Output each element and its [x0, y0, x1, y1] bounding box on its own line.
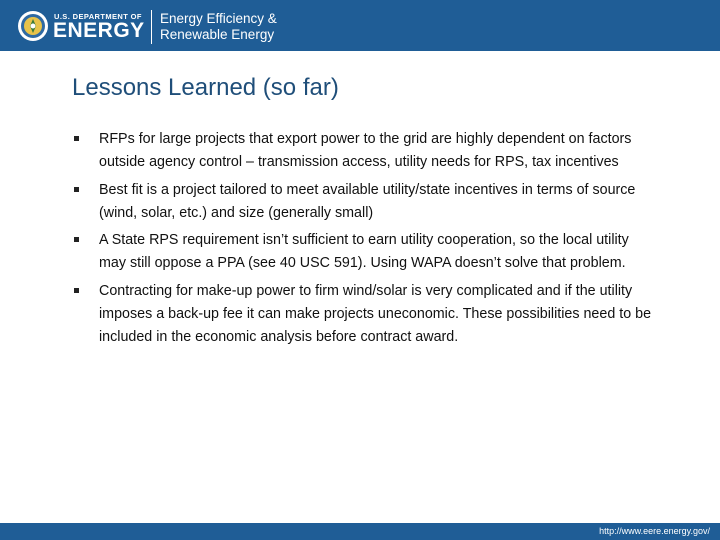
bullet-text: Best fit is a project tailored to meet available utility/state incentives in terms of source (wind, solar, etc.) and size (generally small) [99, 181, 636, 221]
bullet-text: A State RPS requirement isn’t sufficient to earn utility cooperation, so the local utility may still oppose a PPA (see 40 USC 591). Using WAPA doesn’t solve that problem. [99, 232, 629, 272]
logo-divider [151, 10, 152, 44]
bullet-text: Contracting for make-up power to firm wind/solar is very complicated and if the utility imposes a back-up fee it can make projects uneconomic. These possibilities need to be included in the economic analysis before contract award. [99, 282, 652, 346]
footer-bar [0, 523, 720, 540]
square-bullet-icon [74, 288, 79, 293]
square-bullet-icon [74, 237, 79, 242]
doe-seal-icon [17, 10, 49, 42]
office-name-line2: Renewable Energy [160, 27, 275, 42]
bullet-item [72, 179, 652, 226]
logo-department-text: U.S. DEPARTMENT OF [54, 12, 142, 21]
bullet-list [72, 128, 652, 354]
footer-url-link[interactable]: http://www.eere.energy.gov/ [599, 526, 710, 536]
bullet-item [72, 280, 652, 350]
bullet-item [72, 128, 652, 175]
bullet-text: RFPs for large projects that export power to the grid are highly dependent on factors outside agency control – transmission access, utility needs for RPS, tax incentives [99, 131, 632, 171]
square-bullet-icon [74, 187, 79, 192]
slide-title: Lessons Learned (so far) [72, 74, 339, 101]
square-bullet-icon [74, 136, 79, 141]
logo-energy-text: ENERGY [53, 19, 145, 42]
header-bar [0, 0, 720, 51]
bullet-item [72, 229, 652, 276]
office-name-line1: Energy Efficiency & [160, 11, 277, 26]
